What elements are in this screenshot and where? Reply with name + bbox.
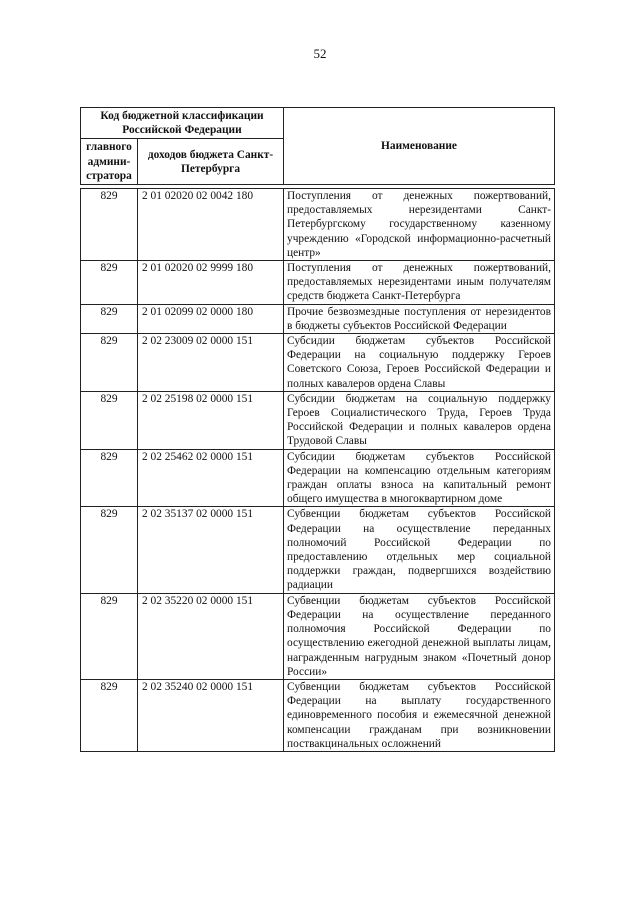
admin-code-cell: 829 [81, 507, 138, 593]
table-row [81, 391, 555, 449]
description-cell: Субвенции бюджетам субъектов Российской Федерации на выплату государственного единовременного пособия и ежемесячной денежной компенсации гражданам при возникновении поствакцинальных осложнений [284, 679, 555, 751]
table-row [81, 593, 555, 679]
budget-code-cell: 2 02 35240 02 0000 151 [138, 679, 284, 751]
description-cell: Поступления от денежных пожертвований, предоставляемых нерезидентами иным получателям средств бюджета Санкт-Петербурга [284, 261, 555, 305]
budget-code-cell: 2 02 35137 02 0000 151 [138, 507, 284, 593]
description-cell: Субвенции бюджетам субъектов Российской Федерации на осуществление переданных полномочий Российской Федерации по предоставлению отдельных мер социальной поддержки граждан, подвергшихся воздействию радиации [284, 507, 555, 593]
income-column-header: доходов бюджета Санкт-Петербурга [138, 139, 284, 185]
admin-code-cell: 829 [81, 391, 138, 449]
budget-code-cell: 2 01 02020 02 0042 180 [138, 189, 284, 261]
admin-code-cell: 829 [81, 593, 138, 679]
description-cell: Поступления от денежных пожертвований, предоставляемых нерезидентами Санкт-Петербургскому государственному казенному учреждению «Городской информационно-расчетный центр» [284, 189, 555, 261]
page-number: 52 [313, 46, 327, 61]
admin-code-cell: 829 [81, 334, 138, 392]
admin-code-cell: 829 [81, 304, 138, 333]
description-cell: Прочие безвозмездные поступления от нерезидентов в бюджеты субъектов Российской Федерации [284, 304, 555, 333]
table-row [81, 449, 555, 507]
description-cell: Субвенции бюджетам субъектов Российской Федерации на осуществление переданного полномочия Российской Федерации по осуществлению ежегодной денежной выплаты лицам, награжденным нагрудным знаком «Почетный донор России» [284, 593, 555, 679]
table-row [81, 189, 555, 261]
budget-code-cell: 2 02 25198 02 0000 151 [138, 391, 284, 449]
admin-code-cell: 829 [81, 261, 138, 305]
admin-code-cell: 829 [81, 679, 138, 751]
budget-code-cell: 2 02 35220 02 0000 151 [138, 593, 284, 679]
table-row [81, 679, 555, 751]
admin-code-cell: 829 [81, 189, 138, 261]
admin-code-cell: 829 [81, 449, 138, 507]
table-row [81, 261, 555, 305]
admin-column-header: главного админи-стратора [81, 139, 138, 185]
budget-code-cell: 2 01 02099 02 0000 180 [138, 304, 284, 333]
table-row [81, 507, 555, 593]
table-body [81, 189, 555, 752]
budget-code-cell: 2 02 25462 02 0000 151 [138, 449, 284, 507]
description-cell: Субсидии бюджетам на социальную поддержку Героев Социалистического Труда, Героев Труда Российской Федерации и полных кавалеров ордена Трудовой Славы [284, 391, 555, 449]
table-row [81, 334, 555, 392]
classification-group-header: Код бюджетной классификации Российской Федерации [81, 108, 284, 139]
income-codes-table [80, 188, 555, 752]
table-row [81, 304, 555, 333]
budget-code-cell: 2 01 02020 02 9999 180 [138, 261, 284, 305]
budget-code-cell: 2 02 23009 02 0000 151 [138, 334, 284, 392]
name-column-header: Наименование [284, 108, 555, 185]
description-cell: Субсидии бюджетам субъектов Российской Федерации на социальную поддержку Героев Советского Союза, Героев Российской Федерации и полных кавалеров ордена Славы [284, 334, 555, 392]
table-header [80, 107, 555, 185]
description-cell: Субсидии бюджетам субъектов Российской Федерации на компенсацию отдельным категориям граждан оплаты взноса на капитальный ремонт общего имущества в многоквартирном доме [284, 449, 555, 507]
